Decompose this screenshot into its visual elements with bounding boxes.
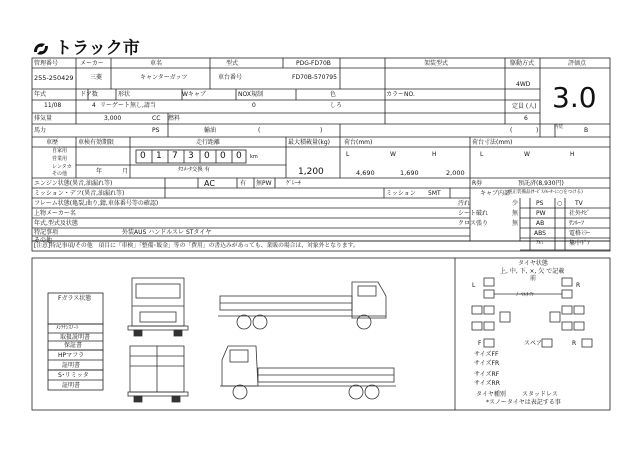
- tire-box: [484, 339, 494, 347]
- cloth-value: 無: [512, 220, 519, 227]
- label-joso-nenshiki: 年式,型式及状態: [34, 220, 78, 227]
- odo-digit: 0: [236, 151, 242, 161]
- tire-box: [472, 322, 482, 330]
- label-sonota: その他: [34, 237, 53, 244]
- hako-l-value: 4,690: [356, 169, 375, 177]
- label-color: カラーNO.: [386, 91, 415, 98]
- rekishi-3: レンタカ: [52, 164, 72, 170]
- shamei-value: キャンターガッツ: [140, 74, 188, 81]
- tire-r: R: [572, 340, 577, 347]
- label-joso: 上物メーカー名: [34, 210, 76, 217]
- label-wcab: Wキャブ: [182, 91, 206, 98]
- hako-l-label: L: [346, 151, 350, 158]
- label-fglass: Fガラス状態: [58, 295, 92, 302]
- tire-left: L: [472, 282, 476, 289]
- tire-box: [574, 306, 584, 314]
- label-hako: 荷台(mm): [344, 139, 373, 146]
- label-kaso: 架装型式: [424, 60, 449, 67]
- label-kyori: 走行距離: [196, 139, 221, 146]
- label-haiki: 排気量: [34, 115, 53, 122]
- naiso-value: B: [584, 127, 589, 134]
- cc-unit: CC: [152, 115, 161, 122]
- label-sekisai: 最大積載量(kg): [288, 139, 330, 146]
- label-sri: S･リミッタ: [58, 372, 89, 379]
- kudo-value: 4WD: [516, 81, 531, 88]
- odo-digit: 7: [172, 151, 178, 161]
- iro-value: しろ: [330, 102, 343, 109]
- tire-box: [542, 339, 552, 347]
- label-cab: キャブ内部: [480, 190, 511, 197]
- notice-text: [注意]特記事項/その他 項目に「車検」「整備･飯金」等の「費用」の書込みがあっても、業販の場合は、対象外となります。: [34, 243, 359, 249]
- opt-door: 集中ﾄﾞｱ: [569, 240, 591, 247]
- tire-size-rf: サイズRF: [474, 371, 500, 378]
- haiki-value: 3,000: [104, 115, 122, 122]
- tire-box: [562, 306, 572, 314]
- kanri-value: 255-250429: [34, 74, 74, 82]
- label-hoshosho: 保証書: [64, 342, 83, 349]
- label-hpm: HPマフラ: [58, 352, 85, 359]
- label-sri-sho: 証明書: [62, 382, 81, 389]
- opt-alumi: ｱﾙﾐ: [536, 240, 544, 246]
- hako-h-label: H: [432, 151, 437, 158]
- tire-spare: スペア: [524, 340, 543, 347]
- rekishi-2: 営業用: [52, 156, 68, 162]
- shadai-value: FD70B-570795: [292, 74, 337, 81]
- hyoka-score: 3.0: [552, 81, 597, 114]
- kata-value: PDG-FD70B: [296, 60, 331, 67]
- label-hpm-sho: 証明書: [62, 362, 81, 369]
- tire-box: [574, 322, 584, 330]
- km-unit: km: [250, 154, 258, 160]
- tire-type-label: タイヤ種別: [476, 391, 506, 398]
- label-mission: ミッション・デフ(異音,油漏れ等): [34, 190, 125, 197]
- label-shareki: 車歴: [46, 139, 59, 146]
- tire-box: [582, 339, 592, 347]
- label-maker: メーカー: [80, 60, 104, 67]
- ps-unit: PS: [152, 127, 160, 134]
- label-shamei: 車名: [150, 60, 163, 67]
- label-r-ken: R券: [472, 180, 483, 187]
- nen-label: 年: [96, 168, 103, 175]
- label-torisetsu: 取扱説明書: [60, 334, 91, 341]
- label-tokki: 特記事項: [34, 229, 59, 236]
- nidai-w-label: W: [524, 151, 530, 158]
- label-keijo: 形状: [118, 91, 131, 98]
- tsuki-label: 月: [122, 168, 129, 175]
- tire-box: [484, 290, 494, 298]
- ac-nashi: 無: [256, 180, 263, 187]
- opt-ps: PS: [536, 200, 544, 207]
- label-bariki: 馬力: [34, 127, 47, 134]
- sheet-value: 無: [512, 210, 519, 217]
- tire-box: [472, 306, 482, 314]
- opt-mirror: 電格ﾐﾗｰ: [569, 230, 591, 237]
- tire-size-rr: サイズRR: [474, 380, 500, 387]
- label-junsei: 純正装備品(ｻｰﾋﾞｽﾒﾓｰﾀｰに○をつける): [508, 190, 583, 195]
- hako-w-value: 1,690: [400, 169, 419, 177]
- tacho-label: ﾀｺﾒｰﾀ交換 有: [178, 167, 210, 173]
- tire-title: タイヤ状態: [518, 260, 548, 267]
- opt-pw: PW: [536, 210, 546, 217]
- odo-digit: 0: [204, 151, 210, 161]
- tire-note: *スノータイヤは表記する事: [486, 399, 561, 406]
- label-door: ドア数: [80, 91, 98, 98]
- tire-type-value: スタッドレス: [522, 391, 558, 398]
- label-kata: 型式: [226, 60, 239, 67]
- tokki-value: 外装AUS ハンドルスレ STタイヤ: [122, 229, 212, 236]
- odo-digit: 1: [156, 151, 162, 161]
- label-yusou: 輸油: [204, 127, 217, 134]
- label-mission2: ミッション: [386, 190, 416, 197]
- logo-text: トラック市: [55, 38, 140, 59]
- nox-value: 0: [252, 102, 256, 109]
- door-value: 4: [92, 102, 96, 109]
- label-menten: ﾒﾝﾃﾅﾝｽﾉｰﾄ: [56, 325, 79, 331]
- label-nidai: 荷台寸法(mm): [472, 139, 513, 146]
- opt-ps-mark: ○: [557, 200, 563, 207]
- rken-value: 預託済(8,930円): [518, 180, 564, 187]
- opt-navi: 社外ﾅﾋﾞ: [569, 210, 591, 217]
- pw-label: PW: [262, 180, 272, 187]
- tire-box: [500, 312, 510, 322]
- label-yogore: 汚れ: [458, 200, 471, 207]
- gray-label: ｸﾞﾚｰﾁ: [286, 180, 302, 187]
- opt-sunroof: ｻﾝﾙｰﾌ: [569, 220, 585, 227]
- odo-digit: 0: [220, 151, 226, 161]
- tire-box: [484, 322, 494, 330]
- opt-tv: TV: [575, 200, 583, 207]
- tire-box: [484, 278, 494, 286]
- ac-ari: 有: [240, 180, 247, 187]
- label-kanri: 管理番号: [34, 60, 59, 67]
- label-nox: NOX規制: [238, 91, 263, 98]
- odo-digit: 0: [140, 151, 146, 161]
- tire-size-ff: サイズFF: [474, 351, 499, 358]
- rekishi-1: 自家用: [52, 148, 68, 154]
- tire-box: [562, 278, 572, 286]
- hako-w-label: W: [390, 151, 396, 158]
- label-kigen: 車検有効期限: [78, 139, 115, 146]
- odo-digit: 3: [188, 151, 194, 161]
- tire-right: R: [576, 282, 581, 289]
- tire-box: [550, 312, 560, 322]
- label-cloth: クロス張り: [458, 220, 489, 227]
- nidai-h-label: H: [570, 151, 575, 158]
- opt-abs: ABS: [534, 230, 546, 237]
- tire-size-fr: サイズFR: [474, 360, 500, 367]
- label-frame: フレーム状態(亀裂,曲り,錆,車体番号等の確認): [34, 200, 159, 207]
- rekishi-4: その他: [52, 171, 68, 177]
- paren2-left: (: [510, 127, 513, 134]
- label-sheet: シート破れ: [458, 210, 489, 217]
- hako-h-value: 2,000: [446, 169, 465, 177]
- yogore-value: 少: [512, 200, 519, 207]
- tire-front: 前: [530, 275, 537, 282]
- label-hyoka: 評価点: [568, 60, 587, 67]
- tire-box: [562, 290, 572, 298]
- nenshiki-value: 11/08: [44, 102, 62, 109]
- nidai-l-label: L: [480, 151, 484, 158]
- tire-box: [484, 306, 494, 314]
- paren-right: ): [320, 127, 323, 134]
- sekisai-value: 1,200: [298, 167, 324, 177]
- tire-f: F: [478, 340, 482, 347]
- teiin-value: 6: [524, 115, 528, 122]
- tire-normal: ﾉｰﾏﾙﾀｲﾔ: [516, 292, 534, 298]
- label-nenryo: 燃料: [168, 115, 181, 122]
- label-teiin: 定員 (人): [512, 103, 537, 110]
- mission-value: 5MT: [428, 190, 441, 197]
- opt-ab: AB: [536, 220, 545, 227]
- label-naiso: 内装: [554, 125, 563, 130]
- paren2-right: ): [536, 127, 539, 134]
- maker-value: 三菱: [90, 74, 103, 81]
- label-engine: エンジン状態(異音,油漏れ等): [34, 180, 113, 187]
- paren-left: (: [258, 127, 261, 134]
- ac-label: AC: [204, 179, 215, 188]
- keijo-value: リーゲート無し,請当: [100, 102, 156, 109]
- tire-subtitle: 上, 中, 下, ×, 欠 で記載: [500, 268, 565, 275]
- label-shadai: 車台番号: [218, 74, 243, 81]
- label-iro: 色: [330, 91, 337, 98]
- tire-box: [562, 322, 572, 330]
- label-kudo: 駆動方式: [510, 60, 535, 67]
- label-nenshiki: 年式: [34, 91, 47, 98]
